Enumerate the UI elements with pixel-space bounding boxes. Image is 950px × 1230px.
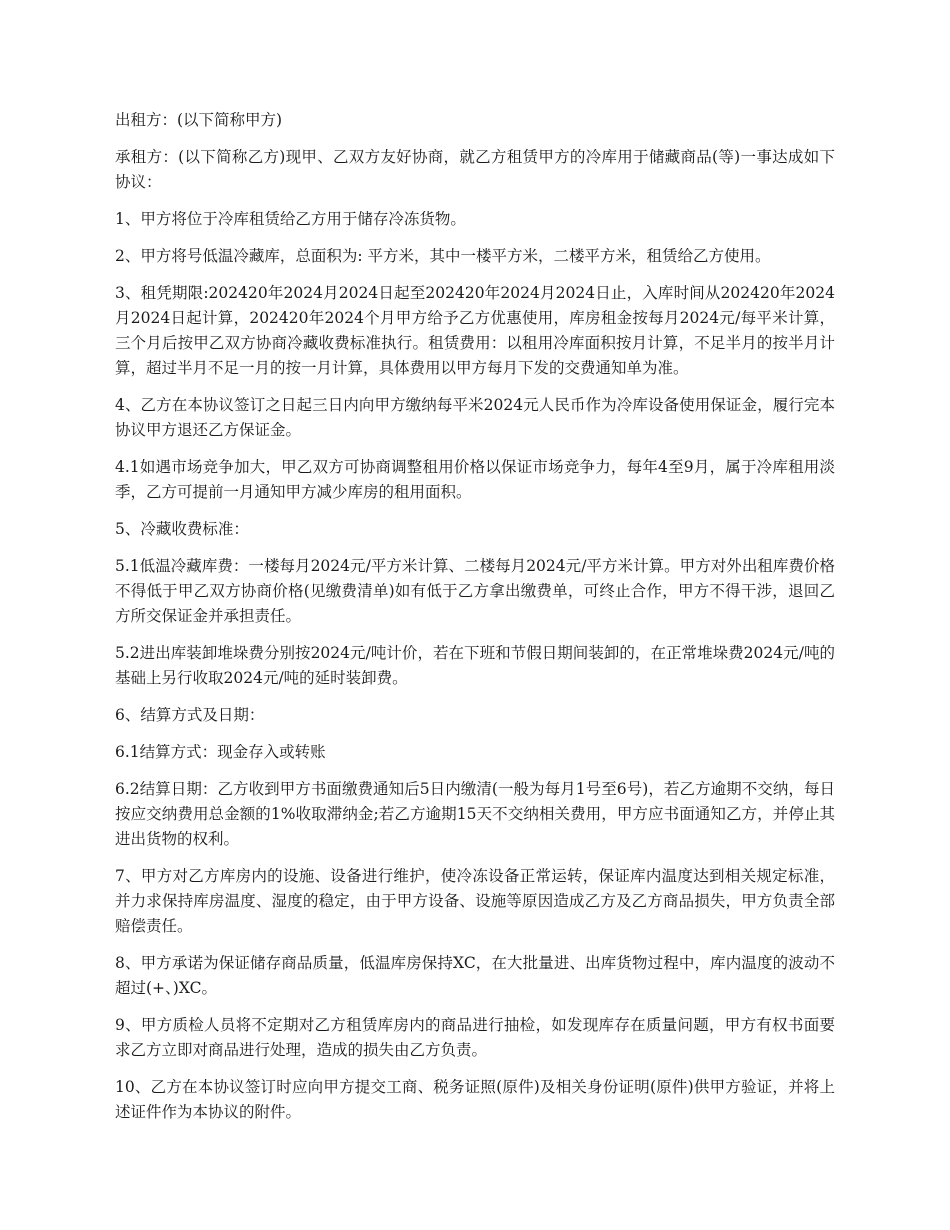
paragraph-clause-7: 7、甲方对乙方库房内的设施、设备进行维护，使冷冻设备正常运转，保证库内温度达到相关规定标准，并力求保持库房温度、湿度的稳定，由于甲方设备、设施等原因造成乙方及乙方商品损失，甲方负责全部赔偿责任。 — [115, 867, 835, 935]
paragraph-clause-6-2: 6.2结算日期：乙方收到甲方书面缴费通知后5日内缴清(一般为每月1号至6号)，若乙方逾期不交纳，每日按应交纳费用总金额的1%收取滞纳金;若乙方逾期15天不交纳相关费用，甲方应书面通知乙方，并停止其进出货物的权利。 — [115, 780, 835, 848]
paragraph-clause-5-1: 5.1低温冷藏库费：一楼每月2024元/平方米计算、二楼每月2024元/平方米计算。甲方对外出租库费价格不得低于甲乙双方协商价格(见缴费清单)如有低于乙方拿出缴费单，可终止合作，甲方不得干涉，退回乙方所交保证金并承担责任。 — [115, 557, 835, 625]
paragraph-clause-4: 4、乙方在本协议签订之日起三日内向甲方缴纳每平米2024元人民币作为冷库设备使用保证金，履行完本协议甲方退还乙方保证金。 — [115, 396, 835, 439]
paragraph-clause-5: 5、冷藏收费标准： — [115, 520, 249, 538]
paragraph-clause-8: 8、甲方承诺为保证储存商品质量，低温库房保持XC，在大批量进、出库货物过程中，库内温度的波动不超过(+、)XC。 — [115, 954, 835, 997]
document-page — [115, 108, 835, 1137]
paragraph-clause-3: 3、租凭期限:202420年2024月2024日起至202420年2024月2024日止，入库时间从202420年2024月2024日起计算，202420年2024个月甲方给予乙方优惠使用，库房租金按每月2024元/每平米计算，三个月后按甲乙双方协商冷藏收费标准执行。租赁费用：以租用冷库面积按月计算，不足半月的按半月计算，超过半月不足一月的按一月计算，具体费用以甲方每月下发的交费通知单为准。 — [115, 284, 835, 377]
paragraph-clause-6-1: 6.1结算方式：现金存入或转账 — [115, 743, 326, 761]
paragraph-clause-5-2: 5.2进出库装卸堆垛费分别按2024元/吨计价，若在下班和节假日期间装卸的，在正常堆垛费2024元/吨的基础上另行收取2024元/吨的延时装卸费。 — [115, 644, 835, 687]
paragraph-clause-9: 9、甲方质检人员将不定期对乙方租赁库房内的商品进行抽检，如发现库存在质量问题，甲方有权书面要求乙方立即对商品进行处理，造成的损失由乙方负责。 — [115, 1016, 835, 1059]
paragraph-clause-10: 10、乙方在本协议签订时应向甲方提交工商、税务证照(原件)及相关身份证明(原件)供甲方验证，并将上述证件作为本协议的附件。 — [115, 1078, 835, 1121]
paragraph-clause-2: 2、甲方将号低温冷藏库，总面积为: 平方米，其中一楼平方米，二楼平方米，租赁给乙方使用。 — [115, 247, 771, 265]
paragraph-lessor: 出租方：(以下简称甲方) — [115, 111, 283, 129]
paragraph-clause-1: 1、甲方将位于冷库租赁给乙方用于储存冷冻货物。 — [115, 210, 466, 228]
paragraph-clause-6: 6、结算方式及日期： — [115, 706, 265, 724]
paragraph-clause-4-1: 4.1如遇市场竞争加大，甲乙双方可协商调整租用价格以保证市场竞争力，每年4至9月，属于冷库租用淡季，乙方可提前一月通知甲方减少库房的租用面积。 — [115, 458, 835, 501]
paragraph-lessee: 承租方：(以下简称乙方)现甲、乙双方友好协商，就乙方租赁甲方的冷库用于储藏商品(等)一事达成如下协议： — [115, 148, 835, 191]
